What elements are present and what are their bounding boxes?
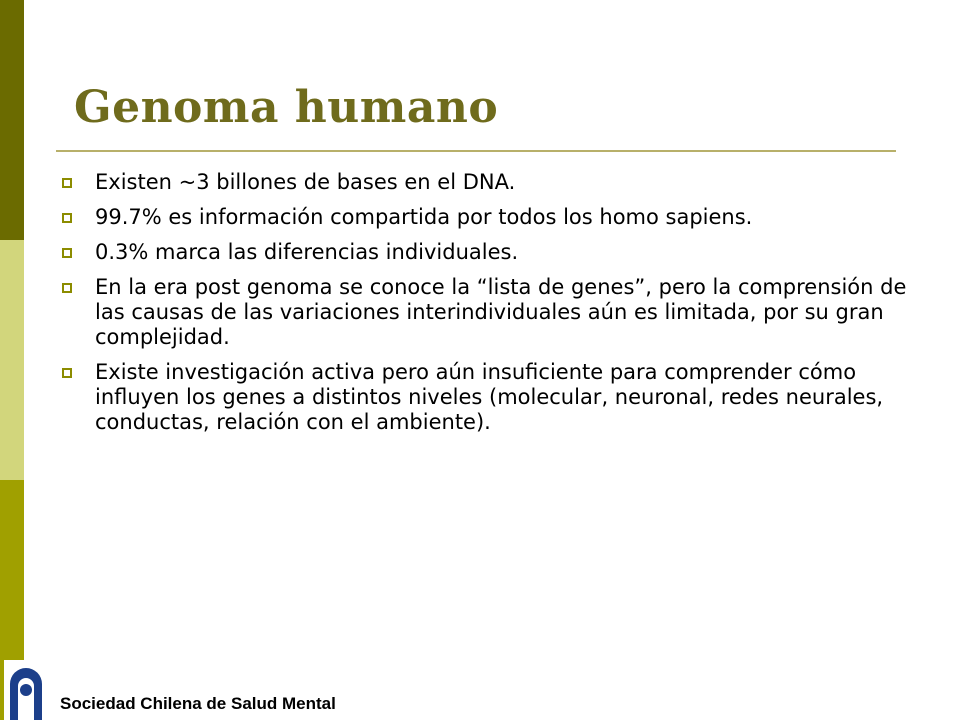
- bullet-item: [62, 360, 942, 435]
- bullet-item: [62, 205, 942, 230]
- society-logo-icon: [4, 660, 48, 720]
- title-divider: [56, 150, 896, 152]
- bullet-text: 99.7% es información compartida por todos los homo sapiens.: [95, 205, 753, 229]
- bullet-item: [62, 240, 942, 265]
- square-bullet-icon: [62, 213, 72, 223]
- square-bullet-icon: [62, 283, 72, 293]
- bullet-item: [62, 170, 942, 195]
- bullet-text: Existe investigación activa pero aún insuficiente para comprender cómo influyen los genes a distintos niveles (molecular, neuronal, redes neurales, conductas, relación con el ambiente).: [95, 360, 884, 434]
- square-bullet-icon: [62, 178, 72, 188]
- sidebar-band-top: [0, 0, 24, 240]
- bullet-item: [62, 275, 942, 350]
- sidebar-band-middle: [0, 240, 24, 480]
- organization-name: Sociedad Chilena de Salud Mental: [60, 694, 336, 713]
- square-bullet-icon: [62, 248, 72, 258]
- square-bullet-icon: [62, 368, 72, 378]
- bullet-text: En la era post genoma se conoce la “lista de genes”, pero la comprensión de las causas de las variaciones interindividuales aún es limitada, por su gran complejidad.: [95, 275, 907, 349]
- bullet-text: Existen ~3 billones de bases en el DNA.: [95, 170, 516, 194]
- slide-title: Genoma humano: [74, 82, 499, 133]
- bullet-list: [62, 170, 942, 445]
- bullet-text: 0.3% marca las diferencias individuales.: [95, 240, 519, 264]
